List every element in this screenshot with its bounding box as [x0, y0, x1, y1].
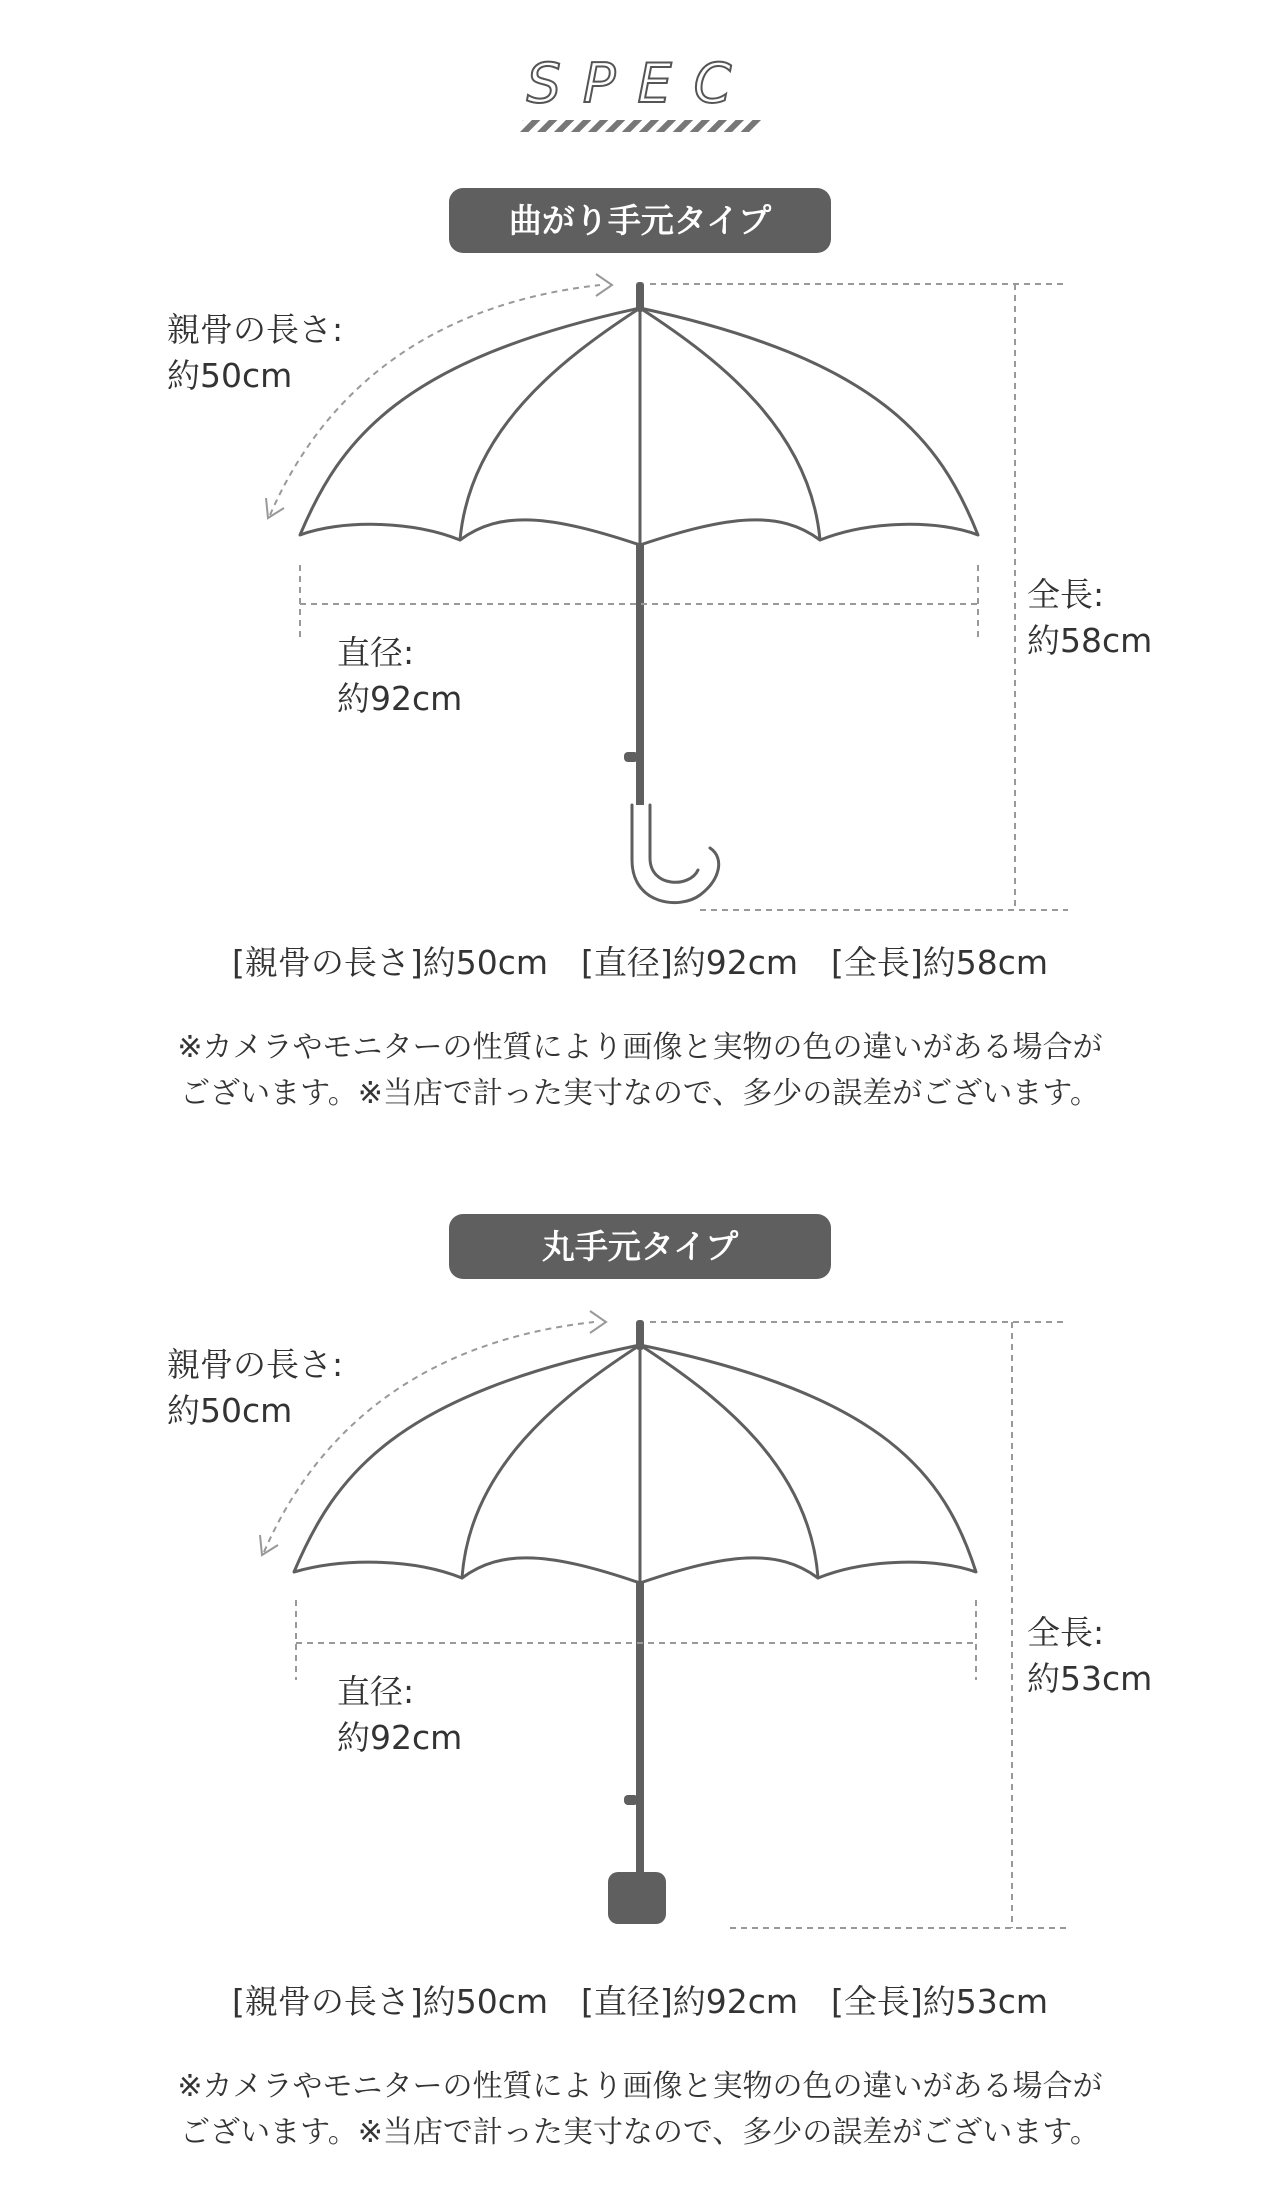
umbrella-rib: [460, 308, 640, 540]
umbrella-shaft: [636, 545, 644, 805]
total-length-value: 約53cm: [1027, 1659, 1153, 1698]
disclaimer-line-1: ※カメラやモニターの性質により画像と実物の色の違いがある場合が: [177, 2069, 1103, 2104]
disclaimer-line-2: ございます。※当店で計った実寸なので、多少の誤差がございます。: [180, 1076, 1100, 1111]
rib-length-value: 約50cm: [167, 1391, 293, 1430]
rib-length-label: 親骨の長さ:: [167, 1345, 344, 1384]
umbrella-button: [624, 752, 638, 762]
umbrella-rib: [640, 1345, 818, 1578]
disclaimer-line-2: ございます。※当店で計った実寸なので、多少の誤差がございます。: [180, 2115, 1100, 2150]
diameter-value: 約92cm: [337, 1718, 463, 1757]
umbrella-tip: [636, 1320, 644, 1350]
umbrella-tip: [636, 282, 644, 312]
type-badge-curved-handle: 曲がり手元タイプ: [449, 188, 831, 253]
spec-summary: [親骨の長さ]約50cm [直径]約92cm [全長]約58cm: [231, 943, 1049, 982]
disclaimer-line-1: ※カメラやモニターの性質により画像と実物の色の違いがある場合が: [177, 1030, 1103, 1065]
diameter-label: 直径:: [337, 633, 415, 672]
total-length-label: 全長:: [1027, 1613, 1105, 1652]
total-length-value: 約58cm: [1027, 621, 1153, 660]
umbrella-shaft: [636, 1583, 644, 1878]
umbrella-button: [624, 1795, 638, 1805]
umbrella-canopy: [294, 1345, 976, 1583]
rib-length-label: 親骨の長さ:: [167, 310, 344, 349]
diameter-value: 約92cm: [337, 679, 463, 718]
umbrella-hook-handle: [632, 805, 719, 903]
umbrella-rib: [640, 308, 820, 540]
spec-title: SPEC: [526, 52, 754, 115]
total-length-label: 全長:: [1027, 575, 1105, 614]
umbrella-round-handle: [608, 1872, 666, 1924]
type-badge-round-handle: 丸手元タイプ: [449, 1214, 831, 1279]
rib-length-value: 約50cm: [167, 356, 293, 395]
diameter-label: 直径:: [337, 1672, 415, 1711]
spec-underline-stripes: [515, 120, 765, 132]
spec-summary: [親骨の長さ]約50cm [直径]約92cm [全長]約53cm: [231, 1982, 1049, 2021]
umbrella-rib: [462, 1345, 640, 1578]
